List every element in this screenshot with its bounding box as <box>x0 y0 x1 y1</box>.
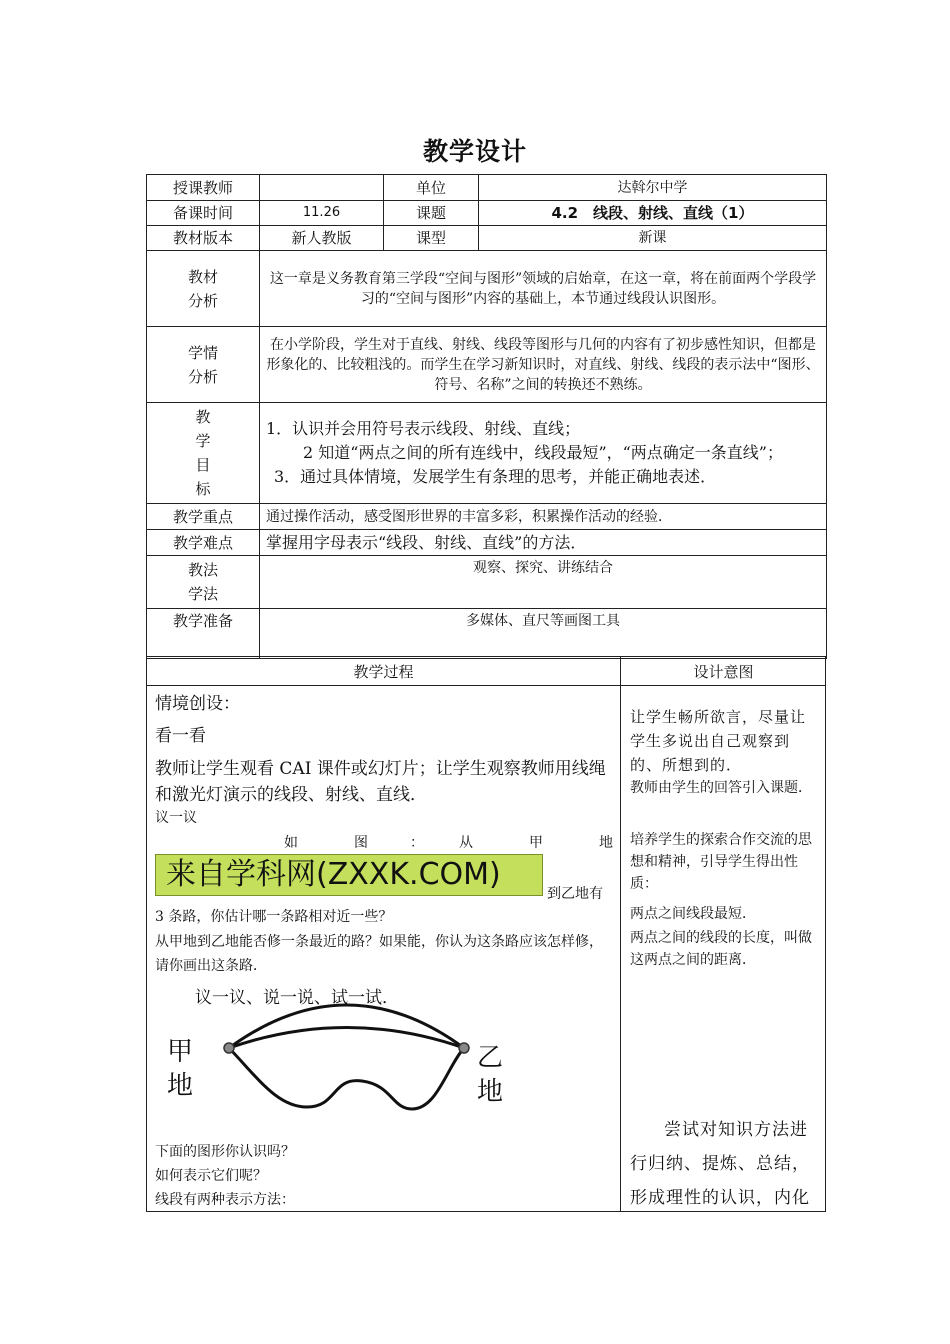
goal-2: 2 知道“两点之间的所有连线中，线段最短”，“两点确定一条直线”； <box>303 443 783 462</box>
scene-heading: 情境创设： <box>155 694 240 714</box>
figure-text-4: 从甲地到乙地能否修一条最近的路？如果能，你认为这条路应该怎样修，请你画出这条路． <box>155 934 603 974</box>
intent-header: 设计意图 <box>693 663 754 681</box>
goal-label-2: 学 <box>195 432 211 450</box>
student-label <box>147 327 260 403</box>
type-label: 课型 <box>384 226 479 251</box>
look-heading: 看一看 <box>155 726 206 746</box>
question-2: 如何表示它们呢？ <box>155 1168 267 1184</box>
roads-diagram <box>147 997 617 1137</box>
intent-2: 教师由学生的回答引入课题． <box>630 780 812 796</box>
student-analysis: 在小学阶段，学生对于直线、射线、线段等图形与几何的内容有了初步感性知识，但都是形象化的、比较粗浅的。而学生在学习新知识时，对直线、射线、线段的表示法中“图形、符号、名称”之间的转换还不熟练。 <box>260 327 827 403</box>
method-label-1: 教法 <box>187 561 218 579</box>
difficulty-point: 掌握用字母表示“线段、射线、直线”的方法． <box>260 530 827 556</box>
topic-value: 4.2 线段、射线、直线（1） <box>479 201 827 226</box>
goal-label <box>147 403 260 504</box>
method-text: 观察、探究、讲练结合 <box>260 556 827 609</box>
material-analysis: 这一章是义务教育第三学段“空间与图形”领域的启始章，在这一章，将在前面两个学段学习的“空间与图形”内容的基础上，本节通过线段认识图形。 <box>260 251 827 327</box>
goal-label-3: 目 <box>195 456 211 474</box>
look-text: 教师让学生观看 CAI 课件或幻灯片；让学生观察教师用线绳和激光灯演示的线段、射线、直线． <box>155 759 606 805</box>
edition-value: 新人教版 <box>260 226 384 251</box>
discuss-heading: 议一议 <box>155 810 197 826</box>
student-label-1: 学情 <box>187 343 218 362</box>
intent-3: 培养学生的探索合作交流的思想和精神，引导学生得出性质： <box>630 832 812 892</box>
key-point: 通过操作活动，感受图形世界的丰富多彩，积累操作活动的经验． <box>260 504 827 530</box>
teacher-value <box>260 175 384 201</box>
goal-3: 3．通过具体情境，发展学生有条理的思考，并能正确地表述． <box>274 467 717 486</box>
unit-label: 单位 <box>384 175 479 201</box>
page-title: 教学设计 <box>422 137 527 166</box>
place-b-label <box>477 1041 503 1109</box>
process-header: 教学过程 <box>353 663 414 681</box>
figure-text-1: 如 图 ： 从 甲 地 <box>284 835 613 851</box>
road-arc-middle <box>229 1028 464 1049</box>
place-b-char-2: 地 <box>477 1077 504 1107</box>
unit-value: 达斡尔中学 <box>479 175 827 201</box>
student-label-2: 分析 <box>187 367 218 386</box>
place-a-label <box>167 1035 193 1103</box>
intent-6: 尝试对知识方法进行归纳、提炼、总结，形成理性的认识，内化 <box>630 1120 810 1208</box>
lesson-info-table <box>146 174 827 659</box>
question-3: 线段有两种表示方法： <box>155 1192 295 1208</box>
topic-label: 课题 <box>384 201 479 226</box>
teaching-goals <box>260 403 827 504</box>
teacher-label: 授课教师 <box>147 175 260 201</box>
intent-1: 让学生畅所欲言，尽量让学生多说出自己观察到的、所想到的． <box>630 708 807 774</box>
difficulty-label: 教学难点 <box>147 530 260 556</box>
goal-1: 1．认识并会用符号表示线段、射线、直线； <box>266 419 581 438</box>
goal-label-1: 教 <box>195 408 211 426</box>
place-a-char-2: 地 <box>167 1071 194 1101</box>
point-b <box>459 1043 469 1053</box>
date-label: 备课时间 <box>147 201 260 226</box>
intent-5: 两点之间的线段的长度，叫做这两点之间的距离． <box>630 930 812 968</box>
intent-4: 两点之间线段最短． <box>630 906 756 922</box>
material-label-1: 教材 <box>187 267 218 286</box>
figure-text-2: 到乙地有 <box>547 886 603 902</box>
type-value: 新课 <box>479 226 827 251</box>
point-a <box>224 1043 234 1053</box>
edition-label: 教材版本 <box>147 226 260 251</box>
method-label-2: 学法 <box>187 585 218 603</box>
watermark-logo: 来自学科网(ZXXK.COM) <box>155 854 543 896</box>
date-value: 11.26 <box>260 201 384 226</box>
prep-label: 教学准备 <box>147 609 260 659</box>
goal-label-4: 标 <box>195 480 211 498</box>
place-b-char-1: 乙 <box>477 1043 504 1073</box>
material-label-2: 分析 <box>187 291 218 310</box>
teaching-process-section <box>146 656 826 1212</box>
figure-text-3: 3 条路，你估计哪一条路相对近一些？ <box>155 909 393 925</box>
prep-text: 多媒体、直尺等画图工具 <box>260 609 827 659</box>
place-a-char-1: 甲 <box>167 1037 194 1067</box>
method-label <box>147 556 260 609</box>
activity-text: 议一议、说一说、试一试． <box>195 988 399 1008</box>
key-label: 教学重点 <box>147 504 260 530</box>
road-curve-bottom <box>229 1048 464 1109</box>
question-1: 下面的图形你认识吗？ <box>155 1144 295 1160</box>
material-label <box>147 251 260 327</box>
